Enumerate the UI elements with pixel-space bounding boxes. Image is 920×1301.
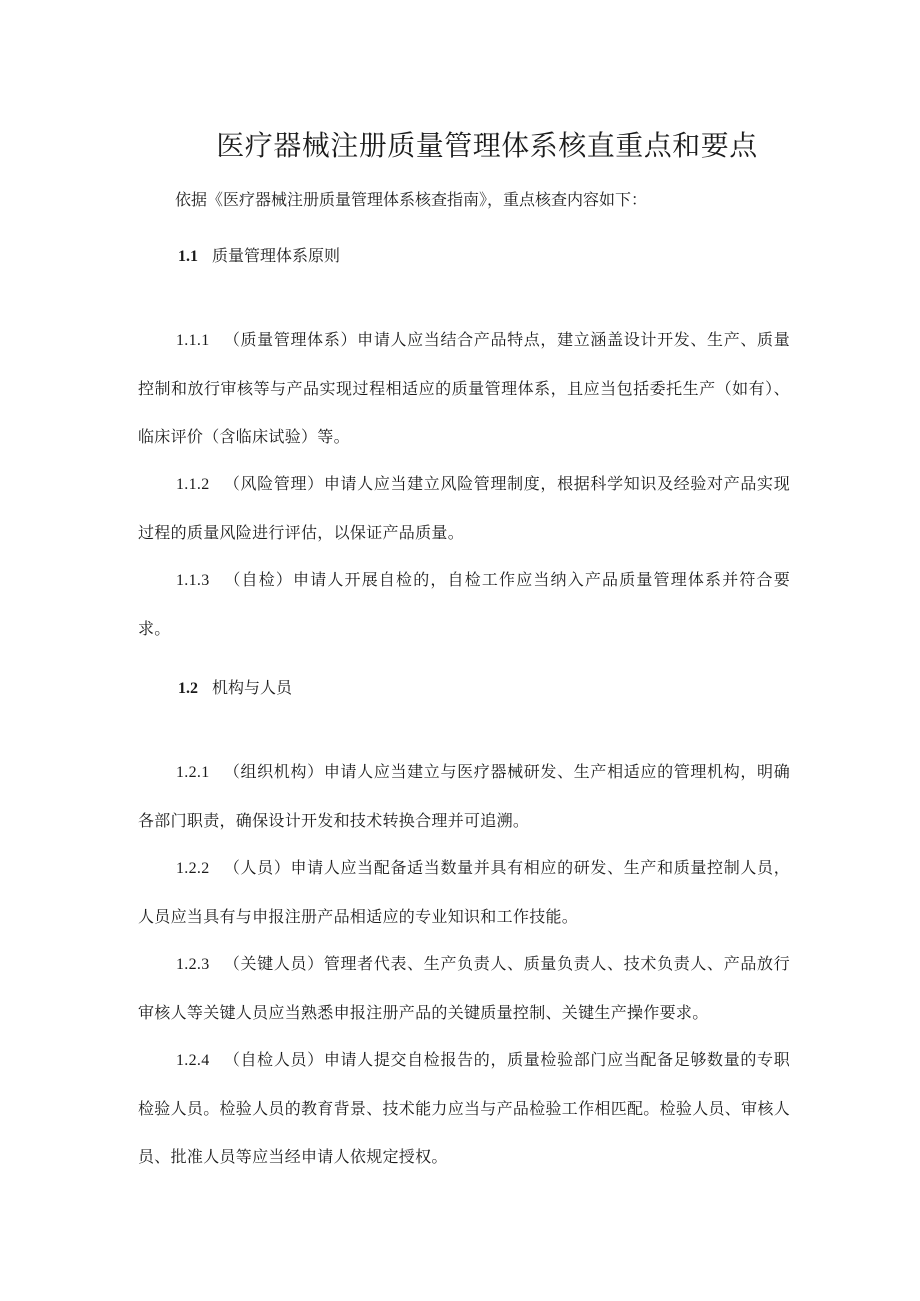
clause-paragraph (138, 316, 790, 461)
section-title: 质量管理体系原则 (212, 246, 341, 265)
clause-paragraph (138, 460, 790, 557)
clause-paragraph (138, 844, 790, 941)
section-heading (178, 672, 292, 705)
clause-number: 1.2.3 (176, 956, 210, 973)
clause-number: 1.2.4 (176, 1052, 210, 1069)
clause-paragraph (138, 748, 790, 845)
clause-number: 1.1.1 (176, 332, 210, 349)
clause-paragraph (138, 556, 790, 653)
section-number: 1.2 (178, 680, 198, 697)
clause-paragraph (138, 940, 790, 1037)
intro-paragraph: 依据《医疗器械注册质量管理体系核查指南》，重点核查内容如下： (175, 190, 648, 209)
clause-text: （自检）申请人开展自检的，自检工作应当纳入产品质量管理体系并符合要求。 (138, 570, 790, 638)
clause-text: （风险管理）申请人应当建立风险管理制度，根据科学知识及经验对产品实现过程的质量风险进行评估，以保证产品质量。 (138, 474, 790, 542)
section-heading (178, 240, 340, 273)
clause-text: （组织机构）申请人应当建立与医疗器械研发、生产相适应的管理机构，明确各部门职责，确保设计开发和技术转换合理并可追溯。 (138, 762, 790, 830)
section-title: 机构与人员 (212, 678, 293, 697)
clause-text: （自检人员）申请人提交自检报告的，质量检验部门应当配备足够数量的专职检验人员。检验人员的教育背景、技术能力应当与产品检验工作相匹配。检验人员、审核人员、批准人员等应当经申请人依规定授权。 (138, 1050, 791, 1166)
section-number: 1.1 (178, 248, 198, 265)
clause-paragraph (138, 1036, 790, 1181)
clause-number: 1.2.2 (176, 860, 210, 877)
document-title: 医疗器械注册质量管理体系核直重点和要点 (216, 129, 758, 162)
clause-number: 1.2.1 (176, 764, 210, 781)
clause-text: （关键人员）管理者代表、生产负责人、质量负责人、技术负责人、产品放行审核人等关键人员应当熟悉申报注册产品的关键质量控制、关键生产操作要求。 (138, 954, 790, 1022)
clause-number: 1.1.3 (176, 572, 210, 589)
clause-text: （人员）申请人应当配备适当数量并具有相应的研发、生产和质量控制人员，人员应当具有与申报注册产品相适应的专业知识和工作技能。 (138, 858, 790, 926)
clause-text: （质量管理体系）申请人应当结合产品特点，建立涵盖设计开发、生产、质量控制和放行审核等与产品实现过程相适应的质量管理体系，且应当包括委托生产（如有）、临床评价（含临床试验）等。 (138, 330, 790, 446)
clause-number: 1.1.2 (176, 476, 210, 493)
